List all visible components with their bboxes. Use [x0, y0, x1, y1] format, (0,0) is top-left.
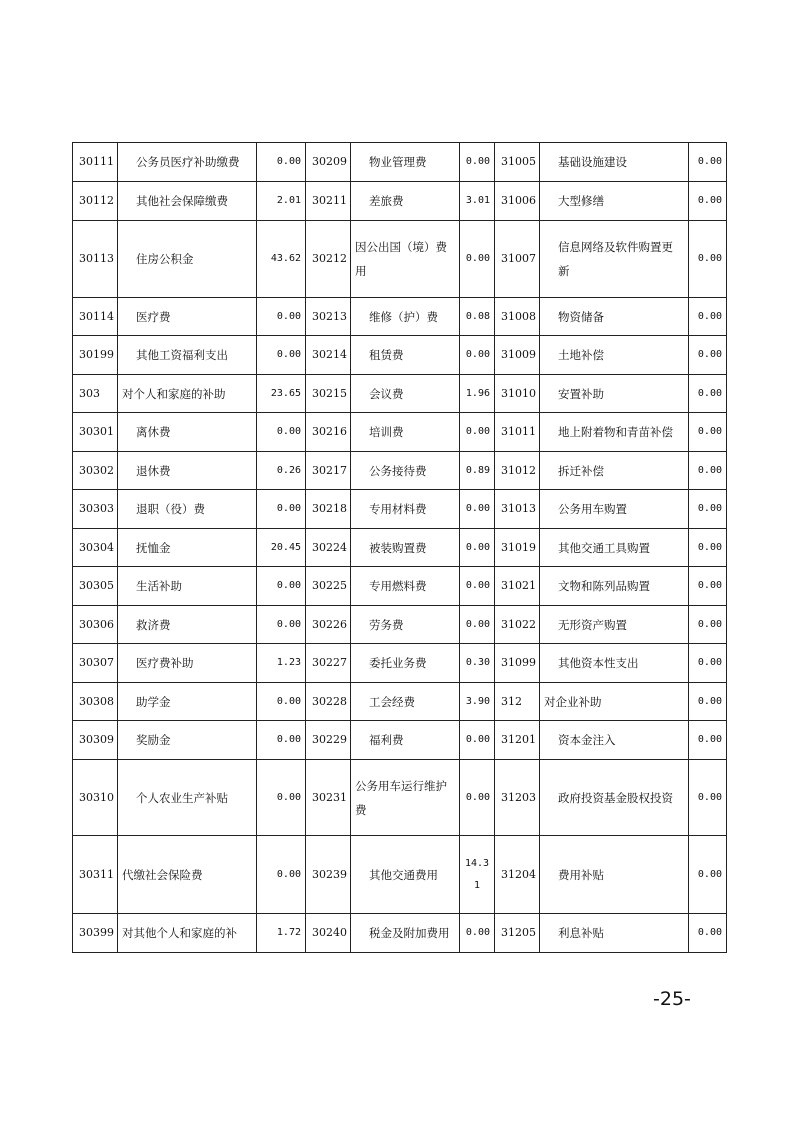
name-cell: 离休费: [118, 413, 257, 452]
name-cell: 公务用车购置: [540, 490, 689, 529]
code-cell: 30224: [306, 529, 351, 567]
table-row: [73, 182, 727, 221]
expenditure-table: [72, 142, 727, 953]
code-cell: 31203: [495, 760, 540, 836]
code-cell: 30301: [73, 413, 118, 452]
code-cell: 30307: [73, 644, 118, 683]
value-cell: 0.00: [257, 606, 306, 644]
value-cell: 0.00: [689, 182, 727, 221]
name-cell: 退职（役）费: [118, 490, 257, 529]
value-cell: 0.00: [689, 683, 727, 721]
value-cell: 0.00: [689, 452, 727, 490]
code-cell: 30209: [306, 143, 351, 182]
code-cell: 31201: [495, 721, 540, 760]
table-row: [73, 567, 727, 606]
value-cell: 0.08: [460, 298, 495, 336]
value-cell: 0.00: [460, 490, 495, 529]
name-cell: 拆迁补偿: [540, 452, 689, 490]
code-cell: 30308: [73, 683, 118, 721]
code-cell: 30309: [73, 721, 118, 760]
table-row: [73, 143, 727, 182]
value-cell: 0.00: [460, 529, 495, 567]
page-number: -25-: [653, 988, 691, 1010]
name-cell: 维修（护）费: [351, 298, 460, 336]
table-row: [73, 529, 727, 567]
value-cell: 3.01: [460, 182, 495, 221]
name-cell: 助学金: [118, 683, 257, 721]
code-cell: 31205: [495, 914, 540, 953]
name-cell: 政府投资基金股权投资: [540, 760, 689, 836]
table-row: [73, 683, 727, 721]
code-cell: 30229: [306, 721, 351, 760]
code-cell: 30213: [306, 298, 351, 336]
value-cell: 0.00: [460, 721, 495, 760]
code-cell: 31006: [495, 182, 540, 221]
code-cell: 312: [495, 683, 540, 721]
value-cell: 0.00: [257, 760, 306, 836]
name-cell: 专用燃料费: [351, 567, 460, 606]
name-cell: 土地补偿: [540, 336, 689, 375]
table-row: [73, 336, 727, 375]
name-cell: 医疗费补助: [118, 644, 257, 683]
value-cell: 0.30: [460, 644, 495, 683]
name-cell: 其他资本性支出: [540, 644, 689, 683]
code-cell: 30111: [73, 143, 118, 182]
table-row: [73, 413, 727, 452]
name-cell: 培训费: [351, 413, 460, 452]
table-row: [73, 836, 727, 914]
name-cell: 地上附着物和青苗补偿: [540, 413, 689, 452]
table-row: [73, 490, 727, 529]
value-cell: 0.00: [257, 336, 306, 375]
value-cell: 0.00: [689, 721, 727, 760]
code-cell: 30215: [306, 375, 351, 413]
value-cell: 0.89: [460, 452, 495, 490]
code-cell: 30240: [306, 914, 351, 953]
value-cell: 23.65: [257, 375, 306, 413]
value-cell: 0.00: [460, 760, 495, 836]
code-cell: 31021: [495, 567, 540, 606]
value-cell: 0.00: [460, 914, 495, 953]
name-cell: 被装购置费: [351, 529, 460, 567]
value-cell: 0.00: [689, 336, 727, 375]
code-cell: 30218: [306, 490, 351, 529]
name-cell: 劳务费: [351, 606, 460, 644]
name-cell: 公务接待费: [351, 452, 460, 490]
value-cell: 0.00: [689, 375, 727, 413]
table-row: [73, 721, 727, 760]
code-cell: 31005: [495, 143, 540, 182]
name-cell: 对其他个人和家庭的补: [118, 914, 257, 953]
name-cell: 对企业补助: [540, 683, 689, 721]
name-cell: 委托业务费: [351, 644, 460, 683]
value-cell: 1.96: [460, 375, 495, 413]
name-cell: 对个人和家庭的补助: [118, 375, 257, 413]
name-cell: 住房公积金: [118, 221, 257, 298]
value-cell: 0.00: [460, 221, 495, 298]
value-cell: 1.23: [257, 644, 306, 683]
name-cell: 其他社会保障缴费: [118, 182, 257, 221]
name-cell: 生活补助: [118, 567, 257, 606]
value-cell: 3.90: [460, 683, 495, 721]
table-row: [73, 760, 727, 836]
name-cell: 资本金注入: [540, 721, 689, 760]
value-cell: 0.00: [257, 490, 306, 529]
name-cell: 费用补贴: [540, 836, 689, 914]
code-cell: 30231: [306, 760, 351, 836]
value-cell: 0.00: [689, 298, 727, 336]
value-cell: 0.00: [460, 413, 495, 452]
name-cell: 大型修缮: [540, 182, 689, 221]
name-cell: 利息补贴: [540, 914, 689, 953]
value-cell: 0.00: [689, 606, 727, 644]
code-cell: 31204: [495, 836, 540, 914]
value-cell: 0.00: [257, 413, 306, 452]
name-cell: 医疗费: [118, 298, 257, 336]
name-cell: 租赁费: [351, 336, 460, 375]
code-cell: 30112: [73, 182, 118, 221]
code-cell: 30304: [73, 529, 118, 567]
code-cell: 30212: [306, 221, 351, 298]
table-row: [73, 644, 727, 683]
table-row: [73, 221, 727, 298]
code-cell: 30239: [306, 836, 351, 914]
name-cell: 会议费: [351, 375, 460, 413]
code-cell: 30199: [73, 336, 118, 375]
code-cell: 30399: [73, 914, 118, 953]
value-cell: 0.00: [460, 606, 495, 644]
table-row: [73, 298, 727, 336]
value-cell: 1.72: [257, 914, 306, 953]
code-cell: 30306: [73, 606, 118, 644]
code-cell: 30214: [306, 336, 351, 375]
value-cell: 0.00: [257, 298, 306, 336]
table-row: [73, 606, 727, 644]
code-cell: 31099: [495, 644, 540, 683]
value-cell: 0.00: [257, 721, 306, 760]
code-cell: 30305: [73, 567, 118, 606]
name-cell: 基础设施建设: [540, 143, 689, 182]
name-cell: 税金及附加费用: [351, 914, 460, 953]
code-cell: 30114: [73, 298, 118, 336]
value-cell: 0.00: [689, 490, 727, 529]
code-cell: 31008: [495, 298, 540, 336]
name-cell: 福利费: [351, 721, 460, 760]
value-cell: 14.31: [460, 836, 495, 914]
code-cell: 30303: [73, 490, 118, 529]
value-cell: 0.00: [460, 143, 495, 182]
code-cell: 31011: [495, 413, 540, 452]
code-cell: 31013: [495, 490, 540, 529]
code-cell: 30113: [73, 221, 118, 298]
name-cell: 个人农业生产补贴: [118, 760, 257, 836]
value-cell: 0.00: [257, 683, 306, 721]
code-cell: 31012: [495, 452, 540, 490]
code-cell: 31010: [495, 375, 540, 413]
code-cell: 31022: [495, 606, 540, 644]
table-row: [73, 452, 727, 490]
value-cell: 20.45: [257, 529, 306, 567]
name-cell: 抚恤金: [118, 529, 257, 567]
value-cell: 0.00: [689, 760, 727, 836]
code-cell: 30228: [306, 683, 351, 721]
value-cell: 0.00: [689, 221, 727, 298]
value-cell: 2.01: [257, 182, 306, 221]
name-cell: 工会经费: [351, 683, 460, 721]
code-cell: 30211: [306, 182, 351, 221]
code-cell: 30216: [306, 413, 351, 452]
name-cell: 专用材料费: [351, 490, 460, 529]
name-cell: 文物和陈列品购置: [540, 567, 689, 606]
value-cell: 0.00: [689, 529, 727, 567]
value-cell: 0.00: [257, 567, 306, 606]
value-cell: 0.00: [257, 143, 306, 182]
value-cell: 0.00: [689, 644, 727, 683]
value-cell: 0.00: [257, 836, 306, 914]
code-cell: 30225: [306, 567, 351, 606]
code-cell: 31009: [495, 336, 540, 375]
name-cell: 奖励金: [118, 721, 257, 760]
name-cell: 退休费: [118, 452, 257, 490]
value-cell: 0.00: [689, 567, 727, 606]
code-cell: 30311: [73, 836, 118, 914]
value-cell: 0.00: [460, 567, 495, 606]
name-cell: 信息网络及软件购置更新: [540, 221, 689, 298]
value-cell: 0.00: [689, 413, 727, 452]
name-cell: 因公出国（境）费用: [351, 221, 460, 298]
name-cell: 其他工资福利支出: [118, 336, 257, 375]
name-cell: 安置补助: [540, 375, 689, 413]
value-cell: 0.26: [257, 452, 306, 490]
name-cell: 公务员医疗补助缴费: [118, 143, 257, 182]
name-cell: 公务用车运行维护费: [351, 760, 460, 836]
name-cell: 救济费: [118, 606, 257, 644]
value-cell: 0.00: [689, 836, 727, 914]
code-cell: 31019: [495, 529, 540, 567]
name-cell: 其他交通费用: [351, 836, 460, 914]
code-cell: 30302: [73, 452, 118, 490]
name-cell: 其他交通工具购置: [540, 529, 689, 567]
table-row: [73, 375, 727, 413]
value-cell: 0.00: [689, 914, 727, 953]
value-cell: 0.00: [689, 143, 727, 182]
code-cell: 30227: [306, 644, 351, 683]
name-cell: 物业管理费: [351, 143, 460, 182]
code-cell: 303: [73, 375, 118, 413]
name-cell: 差旅费: [351, 182, 460, 221]
code-cell: 30310: [73, 760, 118, 836]
value-cell: 43.62: [257, 221, 306, 298]
name-cell: 无形资产购置: [540, 606, 689, 644]
code-cell: 31007: [495, 221, 540, 298]
name-cell: 物资储备: [540, 298, 689, 336]
value-cell: 0.00: [460, 336, 495, 375]
code-cell: 30217: [306, 452, 351, 490]
table-row: [73, 914, 727, 953]
code-cell: 30226: [306, 606, 351, 644]
name-cell: 代缴社会保险费: [118, 836, 257, 914]
